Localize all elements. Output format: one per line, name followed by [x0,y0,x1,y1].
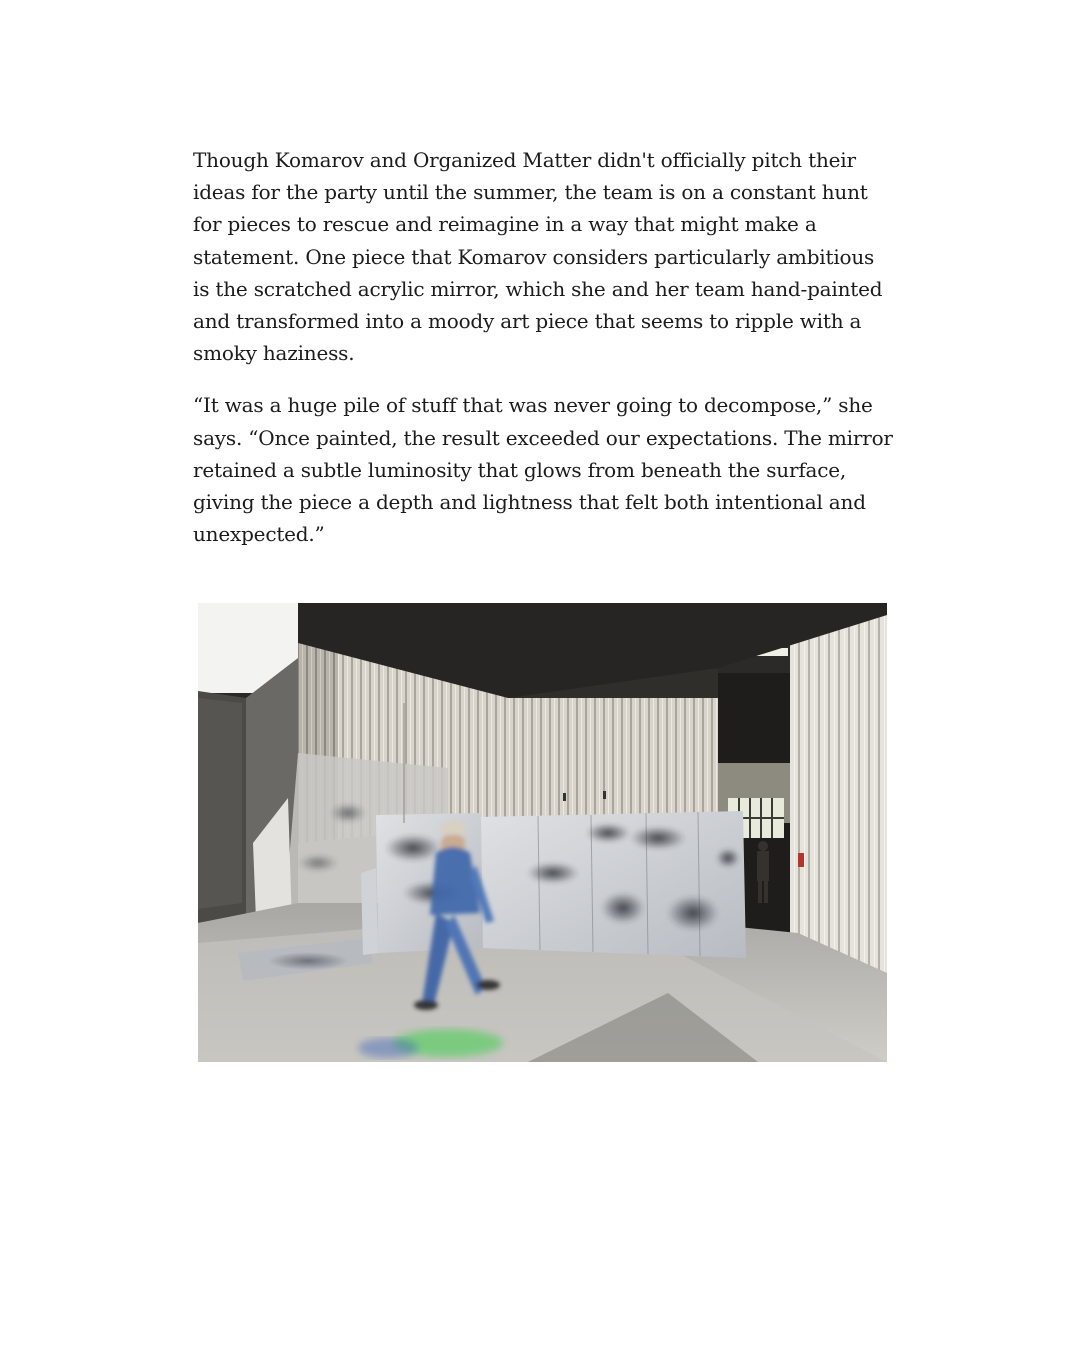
article-body [193,144,893,550]
article-photo [198,603,887,1062]
studio-photo-illustration [198,603,887,1062]
article-paragraph-2: “It was a huge pile of stuff that was never going to decompose,” she says. “Once painted, the result exceeded our expectations. The mirror retained a subtle luminosity that glows from beneath the surface, giving the piece a depth and lightness that felt both intentional and unexpected.” [193,393,893,547]
article-paragraph-1: Though Komarov and Organized Matter didn't officially pitch their ideas for the party until the summer, the team is on a constant hunt for pieces to rescue and reimagine in a way that might make a statement. One piece that Komarov considers particularly ambitious is the scratched acrylic mirror, which she and her team hand-painted and transformed into a moody art piece that seems to ripple with a smoky haziness. [193,148,883,366]
